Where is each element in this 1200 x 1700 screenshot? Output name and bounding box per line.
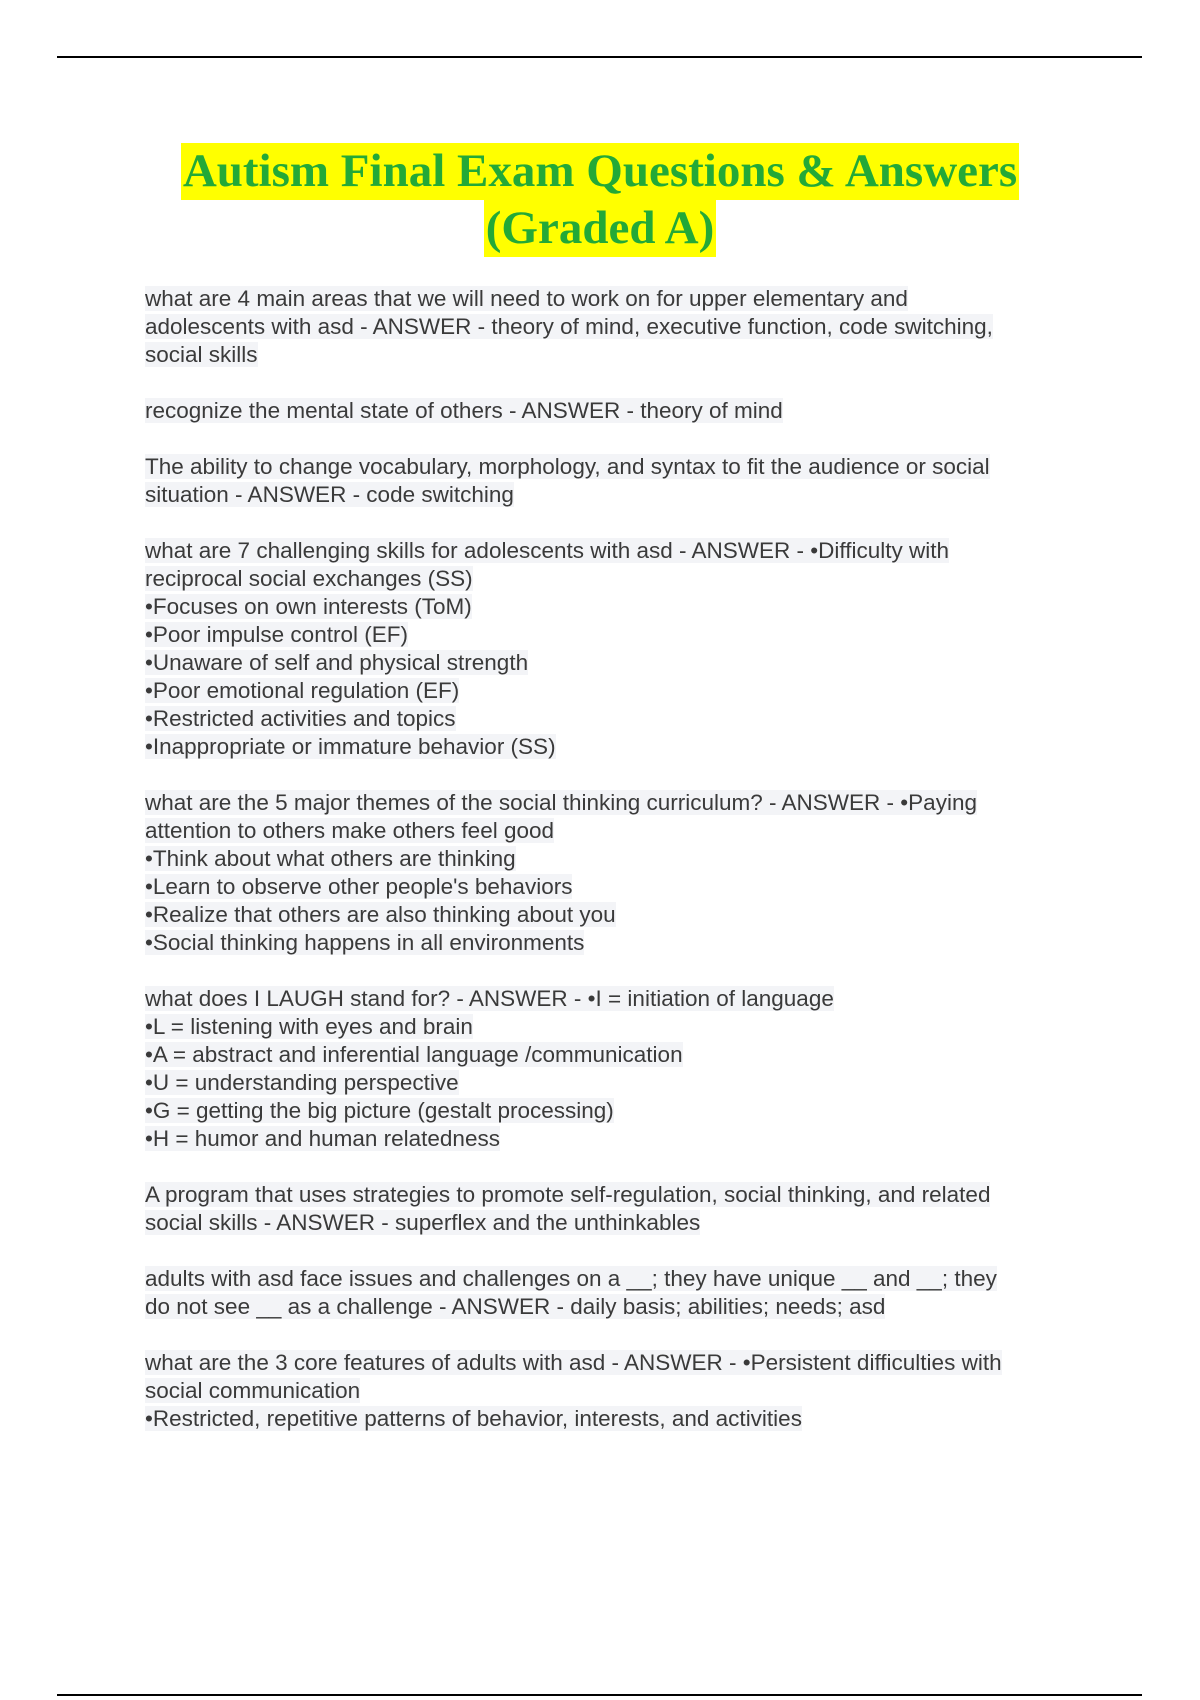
qa-line bbox=[145, 1405, 1080, 1433]
qa-line bbox=[145, 789, 1080, 817]
qa-line bbox=[145, 593, 1080, 621]
qa-line-text: •Poor impulse control (EF) bbox=[145, 622, 408, 647]
qa-line bbox=[145, 845, 1080, 873]
qa-line-text: The ability to change vocabulary, morphology, and syntax to fit the audience or social bbox=[145, 454, 990, 479]
qa-line bbox=[145, 985, 1080, 1013]
qa-item bbox=[145, 1181, 1080, 1237]
qa-line bbox=[145, 481, 1080, 509]
qa-line-text: •Focuses on own interests (ToM) bbox=[145, 594, 472, 619]
qa-item bbox=[145, 985, 1080, 1153]
qa-line-text: •A = abstract and inferential language /communication bbox=[145, 1042, 683, 1067]
document-title bbox=[0, 143, 1200, 257]
qa-line bbox=[145, 1209, 1080, 1237]
qa-line-text: social skills bbox=[145, 342, 258, 367]
qa-line bbox=[145, 1293, 1080, 1321]
qa-line-text: adolescents with asd - ANSWER - theory of mind, executive function, code switching, bbox=[145, 314, 993, 339]
qa-line bbox=[145, 341, 1080, 369]
qa-item bbox=[145, 285, 1080, 369]
qa-line-text: •Learn to observe other people's behaviors bbox=[145, 874, 573, 899]
qa-line-text: recognize the mental state of others - ANSWER - theory of mind bbox=[145, 398, 783, 423]
qa-item bbox=[145, 537, 1080, 761]
qa-line-text: what are 7 challenging skills for adolescents with asd - ANSWER - •Difficulty with bbox=[145, 538, 950, 563]
qa-line-text: reciprocal social exchanges (SS) bbox=[145, 566, 473, 591]
qa-line-text: social communication bbox=[145, 1378, 361, 1403]
qa-line-text: •G = getting the big picture (gestalt processing) bbox=[145, 1098, 614, 1123]
qa-line-text: A program that uses strategies to promote self-regulation, social thinking, and related bbox=[145, 1182, 991, 1207]
qa-line bbox=[145, 873, 1080, 901]
qa-line-text: attention to others make others feel good bbox=[145, 818, 555, 843]
title-line-2: (Graded A) bbox=[484, 200, 716, 257]
qa-line-text: do not see __ as a challenge - ANSWER - daily basis; abilities; needs; asd bbox=[145, 1294, 886, 1319]
qa-line-text: social skills - ANSWER - superflex and the unthinkables bbox=[145, 1210, 701, 1235]
qa-line bbox=[145, 1349, 1080, 1377]
qa-line-text: situation - ANSWER - code switching bbox=[145, 482, 514, 507]
qa-line-text: •Unaware of self and physical strength bbox=[145, 650, 529, 675]
qa-line bbox=[145, 397, 1080, 425]
qa-line bbox=[145, 1181, 1080, 1209]
qa-line bbox=[145, 1041, 1080, 1069]
qa-line bbox=[145, 705, 1080, 733]
title-line-1: Autism Final Exam Questions & Answers bbox=[181, 143, 1019, 200]
qa-line-text: •H = humor and human relatedness bbox=[145, 1126, 500, 1151]
qa-line-text: •Realize that others are also thinking about you bbox=[145, 902, 616, 927]
qa-line-text: what does I LAUGH stand for? - ANSWER - •I = initiation of language bbox=[145, 986, 834, 1011]
qa-item bbox=[145, 789, 1080, 957]
qa-line-text: •Think about what others are thinking bbox=[145, 846, 516, 871]
qa-line bbox=[145, 817, 1080, 845]
qa-line bbox=[145, 1097, 1080, 1125]
qa-line-text: what are the 3 core features of adults with asd - ANSWER - •Persistent difficulties with bbox=[145, 1350, 1002, 1375]
qa-item bbox=[145, 1349, 1080, 1433]
qa-line bbox=[145, 313, 1080, 341]
qa-item bbox=[145, 453, 1080, 509]
qa-line bbox=[145, 733, 1080, 761]
qa-line bbox=[145, 537, 1080, 565]
qa-line bbox=[145, 565, 1080, 593]
qa-line-text: what are the 5 major themes of the social thinking curriculum? - ANSWER - •Paying bbox=[145, 790, 977, 815]
qa-line-text: adults with asd face issues and challenges on a __; they have unique __ and __; they bbox=[145, 1266, 997, 1291]
qa-line bbox=[145, 621, 1080, 649]
qa-line bbox=[145, 1377, 1080, 1405]
qa-line bbox=[145, 929, 1080, 957]
qa-line-text: •Restricted activities and topics bbox=[145, 706, 456, 731]
qa-line bbox=[145, 901, 1080, 929]
qa-line bbox=[145, 285, 1080, 313]
qa-line bbox=[145, 677, 1080, 705]
qa-line-text: what are 4 main areas that we will need to work on for upper elementary and bbox=[145, 286, 908, 311]
qa-line bbox=[145, 1265, 1080, 1293]
qa-line bbox=[145, 1069, 1080, 1097]
qa-item bbox=[145, 1265, 1080, 1321]
qa-line-text: •L = listening with eyes and brain bbox=[145, 1014, 473, 1039]
qa-line bbox=[145, 1125, 1080, 1153]
qa-line-text: •Restricted, repetitive patterns of behavior, interests, and activities bbox=[145, 1406, 802, 1431]
qa-line bbox=[145, 453, 1080, 481]
qa-list bbox=[145, 285, 1080, 1461]
qa-line-text: •U = understanding perspective bbox=[145, 1070, 459, 1095]
qa-line-text: •Poor emotional regulation (EF) bbox=[145, 678, 460, 703]
bottom-rule bbox=[57, 1694, 1142, 1696]
top-rule bbox=[57, 56, 1142, 58]
qa-line-text: •Inappropriate or immature behavior (SS) bbox=[145, 734, 556, 759]
qa-line bbox=[145, 649, 1080, 677]
qa-item bbox=[145, 397, 1080, 425]
qa-line-text: •Social thinking happens in all environments bbox=[145, 930, 585, 955]
qa-line bbox=[145, 1013, 1080, 1041]
